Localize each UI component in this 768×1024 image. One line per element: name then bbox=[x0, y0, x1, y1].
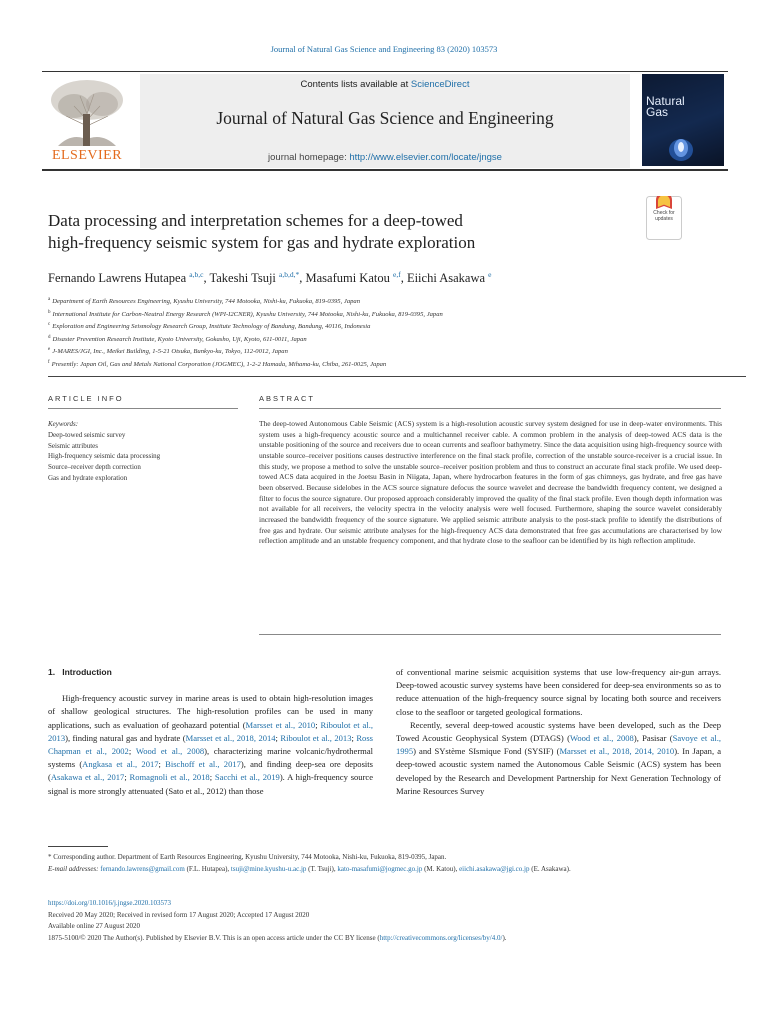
affiliation-mark: f bbox=[48, 359, 50, 365]
keywords-label: Keywords: bbox=[48, 420, 79, 428]
author-affiliation-marks[interactable]: e,f bbox=[392, 270, 401, 279]
affiliation-mark: d bbox=[48, 334, 51, 340]
email-link[interactable]: fernando.lawrens@gmail.com bbox=[100, 864, 185, 873]
license-suffix: ). bbox=[502, 933, 507, 942]
paragraph-text: High-frequency acoustic survey in marine areas is used to obtain high-resolution images of shallow geological structures. The high-resolution profiles can be used in many applications, such as evaluation of geohazard potential ( bbox=[48, 693, 373, 730]
email-link[interactable]: kato-masafumi@jogmec.go.jp bbox=[337, 864, 423, 873]
paragraph-text: ), and finding deep-sea ore deposits ( bbox=[48, 759, 373, 783]
citation-link[interactable]: Sacchi et al., 2019 bbox=[214, 772, 280, 783]
paragraph-text: ) and SYstème SIsmique Fond (SYSIF) ( bbox=[413, 746, 560, 757]
affiliation-text: J-MARES/JGI, Inc., Meikei Building, 1-5-21 Otsuka, Bunkyo-ku, Tokyo, 112-0012, Japan bbox=[52, 348, 288, 356]
available-online-date: Available online 27 August 2020 bbox=[48, 922, 141, 931]
keyword-item: Seismic attributes bbox=[48, 441, 98, 450]
journal-cover-thumbnail[interactable] bbox=[642, 74, 724, 166]
contents-line bbox=[140, 79, 630, 90]
article-info-divider bbox=[48, 408, 238, 409]
license-line bbox=[48, 933, 728, 945]
email-link[interactable]: tsuji@mine.kyushu-u.ac.jp bbox=[230, 864, 307, 873]
citation-link[interactable]: Marsset et al., 2010 bbox=[245, 719, 316, 730]
paragraph-text: ; bbox=[275, 732, 281, 743]
body-paragraph bbox=[48, 692, 373, 798]
license-link[interactable]: http://creativecommons.org/licenses/by/4.0/ bbox=[379, 933, 503, 942]
email-owner: (F.L. Hutapea), bbox=[184, 864, 231, 873]
email-owner: (T. Tsuji), bbox=[306, 864, 338, 873]
affiliation-item bbox=[48, 320, 728, 333]
email-owner: (E. Asakawa). bbox=[529, 864, 571, 873]
body-paragraph bbox=[396, 719, 721, 798]
section-title: Introduction bbox=[62, 667, 112, 677]
affiliation-item bbox=[48, 345, 728, 358]
elsevier-wordmark: ELSEVIER bbox=[51, 148, 123, 163]
paragraph-text: ; bbox=[158, 759, 166, 770]
paragraph-text: ), finding natural gas and hydrate ( bbox=[65, 732, 186, 743]
affiliation-mark: a bbox=[48, 297, 51, 302]
affiliation-text: International Institute for Carbon-Neutral Energy Research (WPI-I2CNER), Kyushu University, 744 Motooka, Nishi-ku, Fukuoka, 819-0395, Japan bbox=[52, 310, 443, 318]
paragraph-text: ), characterizing marine volcanic/hydrothermal systems ( bbox=[48, 746, 373, 770]
doi-link[interactable]: https://doi.org/10.1016/j.jngse.2020.103573 bbox=[48, 899, 171, 907]
affiliation-mark: e bbox=[48, 347, 51, 353]
license-prefix: 1875-5100/© 2020 The Author(s). Published by Elsevier B.V. This is an open access article under the CC BY license ( bbox=[48, 933, 380, 942]
cover-title-line2: Gas bbox=[646, 105, 669, 119]
paragraph-text: ). A high-frequency source signal is more strongly attenuated (Sato et al., 2012) than those bbox=[48, 772, 373, 796]
affiliation-text: Presently: Japan Oil, Gas and Metals National Corporation (JOGMEC), 1-2-2 Hamada, Mihama-ku, Chiba, 261-0025, Japan bbox=[51, 361, 387, 369]
email-label: E-mail addresses: bbox=[48, 864, 101, 873]
publication-info bbox=[48, 898, 728, 944]
body-column-left bbox=[48, 666, 373, 798]
sciencedirect-link[interactable]: ScienceDirect bbox=[410, 79, 470, 90]
journal-title: Journal of Natural Gas Science and Engineering bbox=[216, 108, 554, 128]
article-title bbox=[48, 210, 628, 254]
affiliation-item bbox=[48, 358, 728, 371]
paragraph-text: Recently, several deep-towed acoustic systems have been developed, such as the Deep Towed Acoustic Geophysical System (DTAGS) ( bbox=[396, 719, 721, 744]
keyword-item: Deep-towed seismic survey bbox=[48, 431, 126, 439]
footnotes bbox=[48, 852, 728, 875]
abstract-heading: ABSTRACT bbox=[259, 394, 316, 403]
abstract-divider bbox=[259, 408, 721, 409]
paragraph-text: ; bbox=[351, 732, 357, 743]
article-title-line2: high-frequency seismic system for gas and hydrate exploration bbox=[48, 233, 476, 252]
footnote-divider bbox=[48, 846, 108, 847]
running-head[interactable]: Journal of Natural Gas Science and Engineering 83 (2020) 103573 bbox=[270, 44, 498, 54]
check-for-updates-label: Check for updates bbox=[653, 210, 675, 222]
citation-link[interactable]: Romagnoli et al., 2018 bbox=[129, 772, 210, 783]
author-affiliation-marks[interactable]: a,b,c bbox=[189, 270, 204, 279]
email-addresses bbox=[48, 864, 728, 876]
paragraph-text: ; bbox=[209, 772, 215, 783]
citation-link[interactable]: Riboulot et al., 2013 bbox=[280, 732, 352, 743]
affiliation-item bbox=[48, 295, 728, 308]
author-list: Fernando Lawrens Hutapea $^{a,b,c}$, Takeshi Tsuji $^{a,b,d,*}$, Masafumi Katou $^{e,f}$, Eiichi Asakawa $^e$ bbox=[48, 270, 492, 286]
citation-link[interactable]: Wood et al., 2008 bbox=[569, 733, 634, 744]
corresponding-author-note: * Corresponding author. Department of Earth Resources Engineering, Kyushu University, 744 Motooka, Nishi-ku, Fukuoka, 819-0395, Japan. bbox=[48, 853, 447, 861]
affiliation-mark: b bbox=[48, 309, 51, 315]
body-paragraph: of conventional marine seismic acquisition systems that use low-frequency air-gun arrays. Deep-towed acoustic survey systems have been considered for deep-sea environments so as to reduce attenuation of the high-frequency source signal by locating both source and receivers close to the seafloor or targeted geological formations. bbox=[396, 667, 721, 717]
homepage-prefix: journal homepage: bbox=[268, 152, 350, 163]
affiliation-text: Department of Earth Resources Engineering, Kyushu University, 744 Motooka, Nishi-ku, Fukuoka, 819-0395, Japan bbox=[52, 298, 361, 306]
citation-link[interactable]: Riboulot et al., 2013 bbox=[48, 719, 373, 743]
affiliation-text: Exploration and Engineering Seismology Research Group, Institute Technology of Bandung, Bandung, 40116, Indonesia bbox=[52, 323, 371, 331]
affiliation-item bbox=[48, 308, 728, 321]
keyword-list bbox=[48, 430, 238, 484]
author-affiliation-marks[interactable]: a,b,d,* bbox=[279, 270, 300, 279]
affiliation-list bbox=[48, 295, 728, 371]
affiliation-item bbox=[48, 333, 728, 346]
citation-link[interactable]: Marsset et al., 2018, 2014, 2010 bbox=[559, 746, 675, 757]
article-info-heading: ARTICLE INFO bbox=[48, 394, 124, 403]
keyword-item: Source–receiver depth correction bbox=[48, 463, 141, 472]
body-column-right bbox=[396, 666, 721, 798]
cover-title-line1: Natural bbox=[646, 94, 685, 108]
citation-link[interactable]: Asakawa et al., 2017 bbox=[50, 772, 125, 783]
section-heading bbox=[48, 666, 373, 679]
citation-link[interactable]: Angkasa et al., 2017 bbox=[82, 759, 159, 770]
paragraph-text: ; bbox=[124, 772, 130, 783]
citation-link[interactable]: Ross Chapman et al., 2002 bbox=[48, 732, 373, 757]
article-title-line1: Data processing and interpretation schemes for a deep-towed bbox=[48, 211, 463, 230]
author-name[interactable]: Eiichi Asakawa bbox=[406, 271, 486, 286]
cover-title bbox=[646, 96, 720, 118]
citation-link[interactable]: Bischoff et al., 2017 bbox=[165, 759, 241, 770]
section-number: 1. bbox=[48, 667, 56, 677]
author-name[interactable]: Takeshi Tsuji bbox=[209, 271, 276, 286]
keyword-item: High-frequency seismic data processing bbox=[48, 452, 161, 461]
abstract-bottom-divider bbox=[259, 634, 721, 635]
section-divider bbox=[48, 376, 746, 377]
email-link[interactable]: eiichi.asakawa@jgi.co.jp bbox=[459, 864, 530, 873]
homepage-link[interactable]: http://www.elsevier.com/locate/jngse bbox=[349, 152, 502, 163]
citation-link[interactable]: Marsset et al., 2018, 2014 bbox=[185, 732, 276, 743]
contents-prefix: Contents lists available at bbox=[300, 79, 411, 90]
paragraph-text: ), Pasisar ( bbox=[633, 733, 673, 744]
cover-flame-image bbox=[664, 126, 698, 162]
author-name[interactable]: Fernando Lawrens Hutapea bbox=[48, 271, 187, 286]
citation-link[interactable]: Wood et al., 2008 bbox=[135, 746, 205, 757]
paragraph-text: ; bbox=[315, 719, 321, 730]
header-divider-bottom bbox=[42, 169, 728, 171]
header-divider-top bbox=[42, 71, 728, 72]
author-name[interactable]: Masafumi Katou bbox=[305, 271, 390, 286]
affiliation-mark: c bbox=[48, 322, 51, 328]
homepage-line bbox=[140, 152, 630, 163]
keyword-item: Gas and hydrate exploration bbox=[48, 473, 128, 482]
email-owner: (M. Katou), bbox=[422, 864, 460, 873]
author-affiliation-marks[interactable]: e bbox=[488, 270, 492, 279]
affiliation-text: Disaster Prevention Research Institute, Kyoto University, Gokasho, Uji, Kyoto, 611-0011, Japan bbox=[52, 335, 307, 343]
paragraph-text: ). In Japan, a deep-towed acoustic system named the Autonomous Cable Seismic (ACS) system has been developed by the Research and Development Partnership for Next Generation Technology of Marine Resources Survey bbox=[396, 746, 721, 796]
paragraph-text: ; bbox=[128, 746, 136, 757]
received-dates: Received 20 May 2020; Received in revised form 17 August 2020; Accepted 17 August 2020 bbox=[48, 910, 310, 919]
citation-link[interactable]: Savoye et al., 1995 bbox=[396, 733, 721, 757]
abstract-text: The deep-towed Autonomous Cable Seismic (ACS) system is a high-resolution acoustic survey system designed for use in deep-water environments. This system uses a high-frequency acoustic source and a multichannel receiver cable. A common problem in the analysis of deep-towed ACS data is the unstable positioning of the source and receivers due to ocean currents and seafloor bathymetry. Since the data acquisition using high-frequency source with unstable source–receiver positions causes destructive interference on the final stack profile, correction of the unstable source-receiver is a crucial issue. In this study, we propose a method to solve the unstable source–receiver position problem and thus to construct an accurate final stack profile. We used deep-towed ACS data acquired in the Joetsu Basin in Niigata, Japan, where hydrocarbon features in the form of gas chimneys, gas hydrate, and free gas have been observed. Because sidelobes in the ACS source signature defocus the source wavelet and decrease the bandwidth frequency content, we designed a filter to focus the source signature. Our proposed approach considerably improved the quality of the final stack profile. Even though depth information was not available for all receivers, the velocity spectra in the velocity analysis were well focused. Furthermore, shaping the source wavelet considerably increased the bandwidth frequency of the source signature. We applied seismic attribute analysis to the post-stack profile to identify the distributions of free gas and hydrate. Our seismic attribute analyses for the high-frequency ACS data demonstrated that free gas accumulations are characterised by low reflection amplitude and an unstable frequency component, and that hydrate close to the seafloor can be identified by its high reflection amplitude. bbox=[259, 419, 722, 546]
